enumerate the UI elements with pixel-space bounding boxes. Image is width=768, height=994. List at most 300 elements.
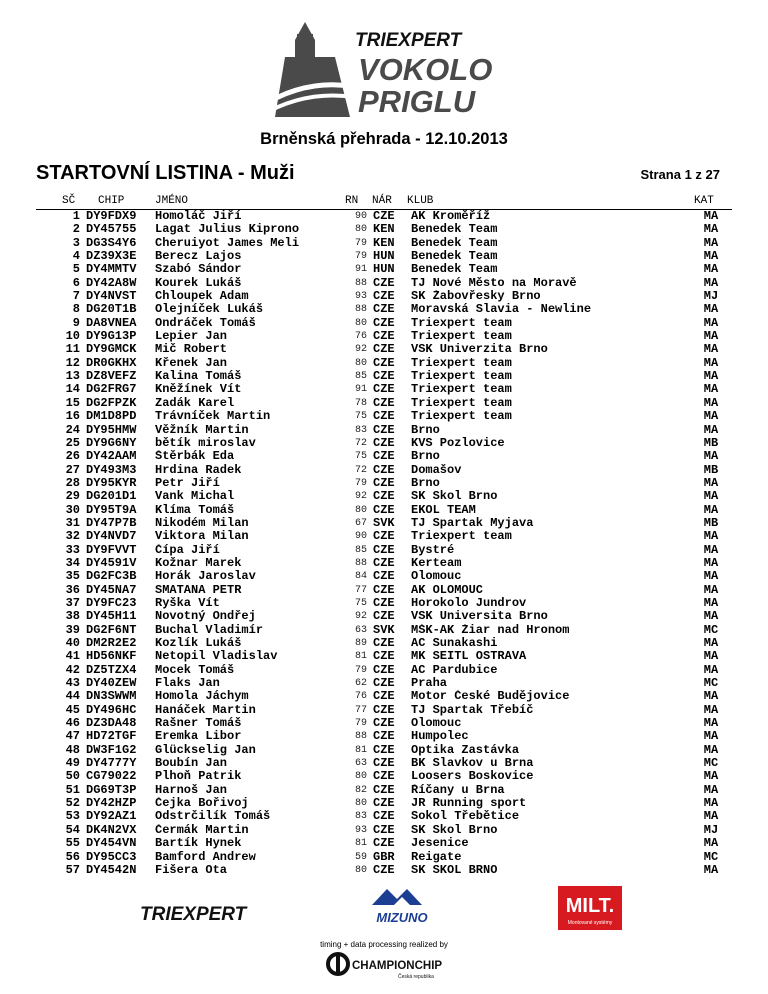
cell-kat: MA — [703, 730, 719, 744]
cell-chip: DY496HC — [86, 703, 137, 717]
table-row — [0, 397, 731, 410]
cell-rn: 63 — [354, 758, 367, 770]
cell-club: Brno — [411, 423, 440, 437]
cell-sc: 11 — [65, 343, 80, 357]
cell-kat: MA — [703, 423, 719, 437]
cell-chip: DY42A8W — [86, 276, 137, 290]
cell-name: Viktora Milan — [155, 530, 249, 544]
table-row — [0, 317, 731, 330]
table-row — [0, 424, 731, 437]
mizuno-runbird-icon — [372, 889, 422, 905]
cell-chip: HD56NKF — [86, 650, 137, 664]
table-row — [0, 330, 731, 343]
cell-rn: 88 — [354, 304, 367, 316]
cell-sc: 10 — [65, 330, 80, 344]
cell-club: TJ Spartak Třebíč — [411, 703, 534, 717]
cell-name: Mocek Tomáš — [155, 663, 235, 677]
cell-sc: 38 — [65, 610, 80, 624]
logo-line2: PRIGLU — [358, 84, 476, 119]
cell-kat: MB — [703, 516, 719, 530]
cell-rn: 92 — [354, 491, 367, 503]
table-row — [0, 370, 731, 383]
cell-nar: CZE — [373, 410, 395, 424]
cell-nar: CZE — [373, 290, 395, 304]
cell-rn: 62 — [354, 678, 367, 690]
championchip-logo — [326, 950, 446, 982]
cell-rn: 79 — [354, 237, 367, 249]
cell-sc: 16 — [65, 410, 80, 424]
cell-chip: DY4MMTV — [86, 263, 137, 277]
table-row — [0, 504, 731, 517]
cell-club: Horokolo Jundrov — [411, 596, 527, 610]
cell-name: Boubín Jan — [155, 757, 228, 771]
cell-club: Domašov — [411, 463, 462, 477]
cell-club: SK Žabovřesky Brno — [411, 290, 541, 304]
cell-nar: CZE — [373, 690, 395, 704]
cell-club: VSK Universita Brno — [411, 610, 548, 624]
cell-rn: 82 — [354, 784, 367, 796]
cell-name: Glückselig Jan — [155, 743, 256, 757]
cell-chip: HD72TGF — [86, 730, 137, 744]
cell-chip: DY40ZEW — [86, 677, 137, 691]
cell-name: Olejníček Lukáš — [155, 303, 264, 317]
cell-sc: 40 — [65, 637, 80, 650]
cell-chip: DY95T9A — [86, 503, 137, 517]
cell-name: Nikodém Milan — [155, 516, 249, 530]
cell-rn: 76 — [354, 331, 367, 343]
cell-sc: 33 — [65, 543, 80, 557]
cell-rn: 91 — [354, 384, 367, 396]
cell-kat: MA — [703, 410, 719, 424]
table-row — [0, 717, 731, 730]
table-row — [0, 624, 731, 637]
cell-chip: DA8VNEA — [86, 316, 137, 330]
cell-sc: 47 — [65, 730, 80, 744]
cell-rn: 80 — [354, 864, 367, 876]
table-row — [0, 797, 731, 810]
cell-name: bětík miroslav — [155, 436, 256, 450]
cell-kat: MA — [703, 797, 719, 811]
cell-rn: 93 — [354, 824, 367, 836]
cell-kat: MA — [703, 663, 719, 677]
table-row — [0, 597, 731, 610]
cell-sc: 14 — [65, 383, 80, 397]
cell-nar: CZE — [373, 837, 395, 851]
cell-rn: 88 — [354, 731, 367, 743]
cell-kat: MA — [703, 356, 719, 370]
table-row — [0, 650, 731, 663]
cell-club: Loosers Boskovice — [411, 770, 534, 784]
cell-sc: 39 — [65, 623, 80, 637]
cell-name: Kourek Lukáš — [155, 276, 242, 290]
cell-name: Buchal Vladimír — [155, 623, 264, 637]
cell-chip: DG20T1B — [86, 303, 137, 317]
cell-nar: CZE — [373, 823, 395, 837]
cell-rn: 81 — [354, 744, 367, 756]
cell-kat: MC — [703, 677, 719, 691]
cell-kat: MA — [703, 596, 719, 610]
cell-nar: CZE — [373, 677, 395, 691]
cell-club: Benedek Team — [411, 263, 498, 277]
cell-nar: CZE — [373, 663, 395, 677]
cell-rn: 81 — [354, 651, 367, 663]
col-header-nar: NÁR — [372, 195, 392, 207]
cell-kat: MA — [703, 650, 719, 664]
table-row — [0, 757, 731, 770]
cell-name: Štěrbák Eda — [155, 450, 235, 464]
timing-brand-sub: Česká republika — [398, 974, 434, 980]
sponsor-milt-sub: Montované systémy — [567, 920, 613, 926]
cell-sc: 46 — [65, 717, 80, 731]
cell-club: AC Sunakashi — [411, 637, 498, 650]
triexpert-footer-logo — [138, 898, 270, 926]
cell-club: EKOL TEAM — [411, 503, 476, 517]
cell-nar: CZE — [373, 490, 395, 504]
cell-sc: 48 — [65, 743, 80, 757]
table-row — [0, 677, 731, 690]
cell-rn: 75 — [354, 411, 367, 423]
cell-kat: MA — [703, 383, 719, 397]
cell-sc: 9 — [72, 316, 80, 330]
cell-sc: 1 — [72, 210, 80, 223]
cell-name: Čejka Bořivoj — [155, 797, 249, 811]
cell-nar: CZE — [373, 210, 395, 223]
cell-sc: 43 — [65, 677, 80, 691]
cell-nar: CZE — [373, 863, 395, 877]
cell-sc: 15 — [65, 396, 80, 410]
cell-nar: CZE — [373, 783, 395, 797]
cell-club: Brno — [411, 476, 440, 490]
cell-nar: CZE — [373, 703, 395, 717]
sponsor-mizuno: MIZUNO — [376, 910, 428, 925]
cell-kat: MA — [703, 236, 719, 250]
cell-nar: HUN — [373, 250, 395, 264]
cell-nar: CZE — [373, 543, 395, 557]
cell-nar: SVK — [373, 516, 395, 530]
cell-sc: 12 — [65, 356, 80, 370]
cell-kat: MB — [703, 436, 719, 450]
start-list-table — [0, 210, 731, 877]
cell-chip: DY9FC23 — [86, 596, 137, 610]
cell-club: Optika Zastávka — [411, 743, 520, 757]
cell-kat: MB — [703, 463, 719, 477]
cell-kat: MA — [703, 637, 719, 650]
cell-club: Brno — [411, 450, 440, 464]
cell-club: SK SKOL BRNO — [411, 863, 498, 877]
cell-chip: DZ39X3E — [86, 250, 137, 264]
cell-club: MK SEITL OSTRAVA — [411, 650, 527, 664]
cell-chip: DW3F1G2 — [86, 743, 137, 757]
cell-chip: DY45NA7 — [86, 583, 137, 597]
table-row — [0, 517, 731, 530]
cell-chip: DY95KYR — [86, 476, 137, 490]
cell-rn: 79 — [354, 477, 367, 489]
cell-club: VSK Univerzita Brno — [411, 343, 548, 357]
cell-nar: CZE — [373, 450, 395, 464]
cell-sc: 51 — [65, 783, 80, 797]
cell-rn: 90 — [354, 531, 367, 543]
cell-sc: 55 — [65, 837, 80, 851]
cell-kat: MA — [703, 690, 719, 704]
cell-name: Homoláč Jiří — [155, 210, 242, 223]
cell-sc: 2 — [72, 223, 80, 237]
cell-name: Chloupek Adam — [155, 290, 249, 304]
cell-sc: 53 — [65, 810, 80, 824]
table-row — [0, 570, 731, 583]
cell-club: AK Kroměříž — [411, 210, 491, 223]
cell-nar: CZE — [373, 396, 395, 410]
cell-nar: CZE — [373, 370, 395, 384]
cell-chip: DK4N2VX — [86, 823, 137, 837]
cell-kat: MA — [703, 330, 719, 344]
cell-name: Ryška Vít — [155, 596, 220, 610]
table-row — [0, 824, 731, 837]
cell-name: Křenek Jan — [155, 356, 228, 370]
cell-club: KVS Pozlovice — [411, 436, 505, 450]
table-row — [0, 664, 731, 677]
col-header-club: KLUB — [407, 195, 434, 207]
cell-chip: DG2F6NT — [86, 623, 137, 637]
cell-nar: CZE — [373, 463, 395, 477]
cell-rn: 75 — [354, 597, 367, 609]
cell-kat: MA — [703, 303, 719, 317]
table-row — [0, 784, 731, 797]
cell-chip: DG3S4Y6 — [86, 236, 137, 250]
cell-rn: 78 — [354, 397, 367, 409]
cell-name: Trávníček Martin — [155, 410, 271, 424]
cell-kat: MA — [703, 316, 719, 330]
cell-rn: 85 — [354, 544, 367, 556]
cell-sc: 25 — [65, 436, 80, 450]
cell-name: Petr Jiří — [155, 476, 220, 490]
cell-club: Triexpert team — [411, 330, 512, 344]
cell-nar: CZE — [373, 730, 395, 744]
cell-chip: DY9G6NY — [86, 436, 137, 450]
cell-club: Moravská Slavia - Newline — [411, 303, 592, 317]
cell-rn: 92 — [354, 611, 367, 623]
cell-nar: CZE — [373, 650, 395, 664]
table-row — [0, 584, 731, 597]
cell-kat: MA — [703, 717, 719, 731]
cell-sc: 30 — [65, 503, 80, 517]
cell-rn: 88 — [354, 557, 367, 569]
cell-chip: DY92AZ1 — [86, 810, 137, 824]
cell-name: Kozlík Lukáš — [155, 637, 242, 650]
cell-chip: DY493M3 — [86, 463, 137, 477]
cell-sc: 57 — [65, 863, 80, 877]
cell-rn: 84 — [354, 571, 367, 583]
cell-chip: DY42AAM — [86, 450, 137, 464]
cell-nar: CZE — [373, 717, 395, 731]
table-row — [0, 864, 731, 877]
cell-rn: 90 — [354, 211, 367, 222]
cell-kat: MA — [703, 743, 719, 757]
cell-kat: MA — [703, 476, 719, 490]
cell-sc: 41 — [65, 650, 80, 664]
cell-nar: CZE — [373, 316, 395, 330]
cell-club: TJ Spartak Myjava — [411, 516, 534, 530]
table-row — [0, 250, 731, 263]
cell-name: Odstrčilík Tomáš — [155, 810, 271, 824]
cell-sc: 32 — [65, 530, 80, 544]
cell-name: SMATANA PETR — [155, 583, 242, 597]
cell-chip: DY9FVVT — [86, 543, 137, 557]
cell-club: Triexpert team — [411, 530, 512, 544]
cell-chip: DZ3DA48 — [86, 717, 137, 731]
cell-sc: 45 — [65, 703, 80, 717]
cell-chip: DN3SWWM — [86, 690, 137, 704]
cell-rn: 80 — [354, 224, 367, 236]
cell-kat: MA — [703, 490, 719, 504]
cell-kat: MA — [703, 343, 719, 357]
cell-nar: CZE — [373, 570, 395, 584]
table-row — [0, 704, 731, 717]
cell-rn: 79 — [354, 718, 367, 730]
cell-club: Triexpert team — [411, 356, 512, 370]
cell-club: Humpolec — [411, 730, 469, 744]
sponsor-milt: MILT. — [565, 895, 615, 917]
cell-club: Bystré — [411, 543, 455, 557]
cell-club: JR Running sport — [411, 797, 527, 811]
cell-sc: 24 — [65, 423, 80, 437]
cell-kat: MA — [703, 556, 719, 570]
cell-nar: HUN — [373, 263, 395, 277]
table-row — [0, 530, 731, 543]
milt-logo — [558, 886, 622, 930]
cell-rn: 76 — [354, 691, 367, 703]
cell-sc: 44 — [65, 690, 80, 704]
cell-name: Kněžínek Vít — [155, 383, 242, 397]
table-row — [0, 610, 731, 623]
cell-rn: 67 — [354, 517, 367, 529]
cell-sc: 35 — [65, 570, 80, 584]
cell-sc: 34 — [65, 556, 80, 570]
table-row — [0, 357, 731, 370]
cell-rn: 80 — [354, 504, 367, 516]
cell-kat: MA — [703, 863, 719, 877]
cell-nar: CZE — [373, 423, 395, 437]
cell-name: Čermák Martin — [155, 823, 249, 837]
cell-sc: 8 — [72, 303, 80, 317]
cell-kat: MA — [703, 583, 719, 597]
cell-sc: 28 — [65, 476, 80, 490]
cell-club: Olomouc — [411, 717, 462, 731]
cell-chip: DY45755 — [86, 223, 137, 237]
cell-rn: 93 — [354, 291, 367, 303]
cell-name: Horák Jaroslav — [155, 570, 256, 584]
cell-rn: 77 — [354, 584, 367, 596]
cell-club: Říčany u Brna — [411, 783, 505, 797]
cell-rn: 83 — [354, 424, 367, 436]
timing-credit: timing + data processing realized by — [320, 940, 448, 949]
cell-nar: CZE — [373, 596, 395, 610]
cell-club: Benedek Team — [411, 250, 498, 264]
table-row — [0, 450, 731, 463]
sponsor-triexpert: TRIEXPERT — [140, 904, 247, 925]
cell-kat: MA — [703, 610, 719, 624]
cell-kat: MA — [703, 703, 719, 717]
cell-rn: 85 — [354, 371, 367, 383]
cell-sc: 36 — [65, 583, 80, 597]
cell-rn: 72 — [354, 437, 367, 449]
cell-rn: 79 — [354, 664, 367, 676]
cell-rn: 79 — [354, 251, 367, 263]
cell-kat: MA — [703, 250, 719, 264]
logo-line1: VOKOLO — [358, 52, 493, 87]
cell-rn: 80 — [354, 771, 367, 783]
cell-sc: 26 — [65, 450, 80, 464]
cell-nar: CZE — [373, 343, 395, 357]
cell-sc: 56 — [65, 850, 80, 864]
cell-sc: 5 — [72, 263, 80, 277]
table-row — [0, 210, 731, 223]
cell-kat: MC — [703, 757, 719, 771]
cell-name: Kožnar Marek — [155, 556, 242, 570]
cell-name: Hrdina Radek — [155, 463, 242, 477]
cell-sc: 37 — [65, 596, 80, 610]
cell-name: Zadák Karel — [155, 396, 235, 410]
cell-chip: DY95HMW — [86, 423, 137, 437]
col-header-chip: CHIP — [98, 195, 125, 207]
cell-nar: CZE — [373, 330, 395, 344]
table-row — [0, 290, 731, 303]
col-header-sc: SČ — [62, 195, 76, 207]
table-row — [0, 477, 731, 490]
cell-chip: DY4777Y — [86, 757, 137, 771]
cell-chip: DY454VN — [86, 837, 137, 851]
cell-name: Bartík Hynek — [155, 837, 242, 851]
logo-brand: TRIEXPERT — [355, 30, 462, 51]
cell-kat: MA — [703, 530, 719, 544]
cell-chip: DY9GMCK — [86, 343, 137, 357]
cell-name: Kalina Tomáš — [155, 370, 242, 384]
cell-chip: DM1D8PD — [86, 410, 137, 424]
table-row — [0, 810, 731, 823]
cell-kat: MA — [703, 450, 719, 464]
cell-name: Szabó Sándor — [155, 263, 242, 277]
cell-name: Netopil Vladislav — [155, 650, 278, 664]
table-row — [0, 437, 731, 450]
cell-name: Věžník Martin — [155, 423, 249, 437]
cell-kat: MA — [703, 276, 719, 290]
cell-kat: MC — [703, 850, 719, 864]
cell-sc: 52 — [65, 797, 80, 811]
table-row — [0, 544, 731, 557]
cell-chip: DY4NVD7 — [86, 530, 137, 544]
cell-chip: DG2FPZK — [86, 396, 137, 410]
table-row — [0, 490, 731, 503]
table-row — [0, 851, 731, 864]
cell-name: Berecz Lajos — [155, 250, 242, 264]
cell-nar: CZE — [373, 757, 395, 771]
cell-kat: MA — [703, 837, 719, 851]
page-title: STARTOVNÍ LISTINA - Muži — [36, 162, 295, 184]
cell-nar: CZE — [373, 797, 395, 811]
cell-nar: CZE — [373, 556, 395, 570]
col-header-rn: RN — [345, 195, 359, 207]
cell-chip: DY4NVST — [86, 290, 137, 304]
cell-name: Mič Robert — [155, 343, 228, 357]
cell-chip: DY45H11 — [86, 610, 137, 624]
col-header-name: JMÉNO — [155, 195, 189, 207]
cell-club: MŠK-AK Žiar nad Hronom — [411, 623, 570, 637]
cell-nar: CZE — [373, 503, 395, 517]
cell-rn: 72 — [354, 464, 367, 476]
cell-kat: MJ — [703, 290, 719, 304]
cell-club: Triexpert team — [411, 396, 512, 410]
mizuno-logo — [362, 885, 442, 927]
cell-sc: 7 — [72, 290, 80, 304]
